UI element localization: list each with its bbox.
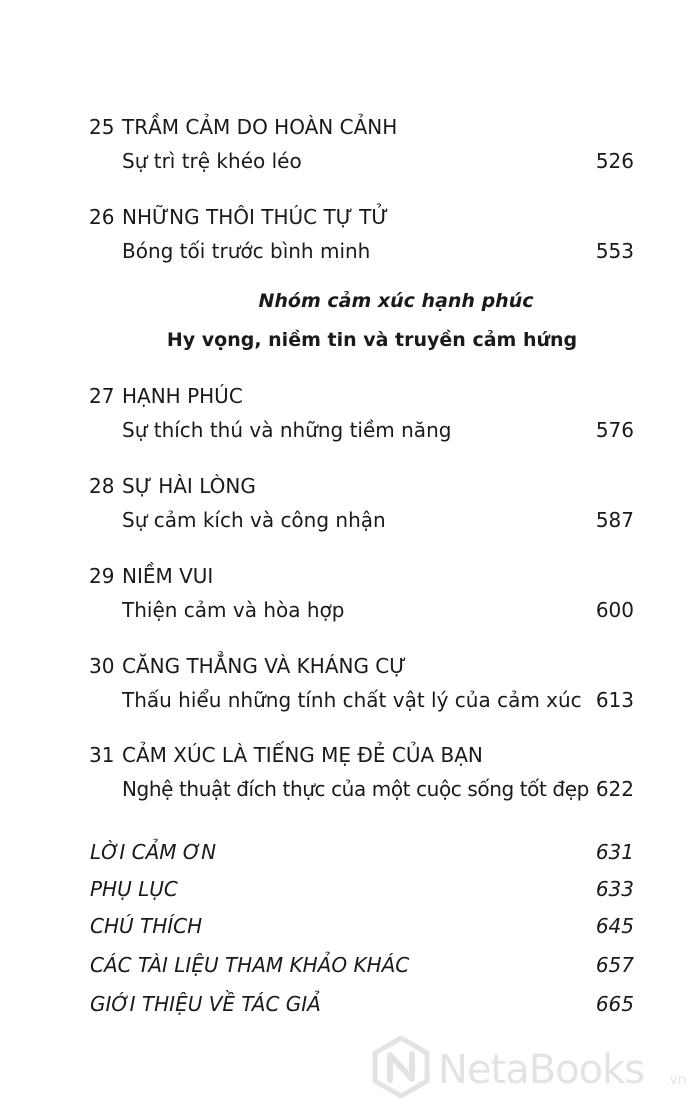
chapter-title: HẠNH PHÚC (122, 384, 243, 408)
back-matter-page-number: 645 (595, 914, 634, 938)
watermark (360, 1032, 700, 1112)
chapter-subtitle: Sự thích thú và những tiềm năng (122, 418, 452, 442)
group-subheading: Hy vọng, niềm tin và truyền cảm hứng (166, 329, 578, 351)
chapter-subtitle: Sự trì trệ khéo léo (122, 149, 302, 173)
chapter-subtitle: Bóng tối trước bình minh (122, 239, 371, 263)
chapter-title: CĂNG THẲNG VÀ KHÁNG CỰ (122, 654, 407, 678)
chapter-number: 30 (89, 654, 115, 678)
chapter-subtitle: Nghệ thuật đích thực của một cuộc sống tốt đẹp (122, 777, 589, 801)
chapter-number: 31 (89, 743, 115, 767)
chapter-number: 26 (89, 205, 115, 229)
chapter-subtitle: Thấu hiểu những tính chất vật lý của cảm xúc (122, 688, 582, 712)
chapter-title: CẢM XÚC LÀ TIẾNG MẸ ĐẺ CỦA BẠN (122, 743, 483, 767)
back-matter-label: PHỤ LỤC (90, 877, 178, 901)
chapter-page-number: 600 (595, 598, 634, 622)
chapter-page-number: 587 (595, 508, 634, 532)
back-matter-page-number: 631 (595, 840, 634, 864)
chapter-number: 27 (89, 384, 115, 408)
chapter-title: NIỀM VUI (122, 564, 214, 588)
chapter-page-number: 622 (595, 777, 634, 801)
back-matter-label: CHÚ THÍCH (90, 914, 203, 938)
chapter-page-number: 553 (595, 239, 634, 263)
chapter-title: NHỮNG THÔI THÚC TỰ TỬ (122, 205, 389, 229)
group-heading: Nhóm cảm xúc hạnh phúc (258, 290, 534, 312)
chapter-page-number: 576 (595, 418, 634, 442)
back-matter-page-number: 665 (595, 992, 634, 1016)
chapter-subtitle: Sự cảm kích và công nhận (122, 508, 386, 532)
back-matter-label: GIỚI THIỆU VỀ TÁC GIẢ (90, 992, 321, 1016)
netabooks-logo-icon (370, 1036, 432, 1098)
back-matter-page-number: 657 (595, 953, 634, 977)
chapter-title: SỰ HÀI LÒNG (122, 474, 256, 498)
back-matter-label: CÁC TÀI LIỆU THAM KHẢO KHÁC (90, 953, 410, 977)
chapter-number: 29 (89, 564, 115, 588)
watermark-brand: NetaBooks (438, 1047, 645, 1093)
chapter-number: 28 (89, 474, 115, 498)
chapter-subtitle: Thiện cảm và hòa hợp (122, 598, 345, 622)
chapter-number: 25 (89, 115, 115, 139)
back-matter-page-number: 633 (595, 877, 634, 901)
chapter-page-number: 526 (595, 149, 634, 173)
chapter-page-number: 613 (595, 688, 634, 712)
back-matter-label: LỜI CẢM ƠN (90, 840, 217, 864)
chapter-title: TRẦM CẢM DO HOÀN CẢNH (122, 115, 398, 139)
watermark-suffix: .vn (665, 1072, 687, 1088)
